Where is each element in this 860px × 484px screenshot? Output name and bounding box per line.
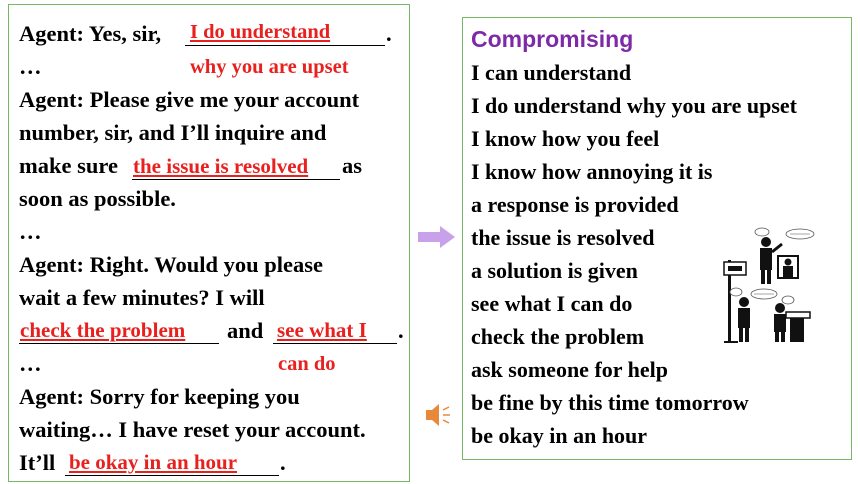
answer-1b: why you are upset: [190, 56, 349, 78]
phrase-item: see what I can do: [471, 291, 633, 316]
dialogue-punct: .: [280, 450, 286, 475]
phrase-item: the issue is resolved: [471, 225, 655, 250]
answer-4b: can do: [278, 353, 336, 375]
phrase-item: ask someone for help: [471, 357, 668, 382]
dialogue-line: as: [342, 153, 363, 178]
answer-blank: [185, 45, 385, 46]
speaker-icon[interactable]: [424, 402, 452, 428]
dialogue-line: Agent: Right. Would you please: [19, 252, 324, 277]
dialogue-panel: [8, 4, 410, 482]
phrase-item: I know how you feel: [471, 126, 660, 151]
customer-service-illustration: [722, 226, 816, 344]
dialogue-line: waiting… I have reset your account.: [19, 417, 366, 442]
phrase-item: check the problem: [471, 324, 645, 349]
dialogue-line: and: [227, 318, 264, 343]
phrase-item: I can understand: [471, 60, 632, 85]
dialogue-line: It’ll: [19, 450, 56, 475]
dialogue-line: Agent: Yes, sir,: [19, 21, 162, 46]
answer-blank: [65, 475, 279, 476]
dialogue-line: Agent: Sorry for keeping you: [19, 384, 300, 409]
phrase-item: I know how annoying it is: [471, 159, 713, 184]
phrase-item: be fine by this time tomorrow: [471, 390, 749, 415]
answer-3: check the problem: [20, 318, 186, 342]
arrow-right-icon: [418, 226, 456, 248]
dialogue-line: make sure: [19, 153, 118, 178]
answer-2: the issue is resolved: [133, 154, 309, 178]
section-title: Compromising: [471, 26, 634, 52]
answer-4a: see what I: [277, 318, 367, 342]
dialogue-line: wait a few minutes? I will: [19, 285, 265, 310]
dialogue-ellipsis: …: [19, 54, 42, 79]
dialogue-ellipsis: …: [19, 219, 42, 244]
dialogue-punct: .: [386, 21, 392, 46]
answer-blank: [273, 343, 397, 344]
dialogue-ellipsis: …: [19, 351, 42, 376]
phrase-item: a response is provided: [471, 192, 679, 217]
dialogue-line: number, sir, and I’ll inquire and: [19, 120, 327, 145]
phrase-item: a solution is given: [471, 258, 638, 283]
dialogue-line: soon as possible.: [19, 186, 176, 211]
dialogue-punct: .: [398, 318, 404, 343]
answer-blank: [132, 179, 340, 180]
answer-5: be okay in an hour: [69, 450, 238, 474]
dialogue-line: Agent: Please give me your account: [19, 87, 360, 112]
phrase-item: I do understand why you are upset: [471, 93, 798, 118]
phrase-item: be okay in an hour: [471, 423, 648, 448]
answer-1a: I do understand: [190, 21, 331, 43]
answer-blank: [19, 343, 219, 344]
